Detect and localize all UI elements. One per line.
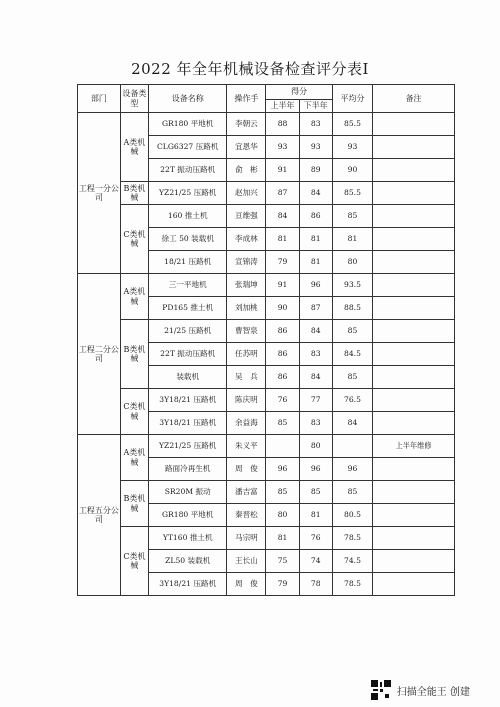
table-row — [78, 389, 455, 412]
second-half-score-cell: 93 — [299, 136, 332, 159]
score-table — [77, 84, 455, 596]
note-cell — [373, 573, 455, 596]
department-name: 工程二分公司 — [78, 274, 121, 435]
table-row — [78, 435, 455, 458]
note-cell — [373, 182, 455, 205]
operator-cell: 任苏明 — [227, 343, 266, 366]
average-score-cell: 81 — [332, 228, 372, 251]
second-half-score-cell: 83 — [299, 343, 332, 366]
table-row — [78, 113, 455, 136]
average-score-cell: 85.5 — [332, 113, 372, 136]
first-half-score-cell: 93 — [266, 136, 299, 159]
second-half-score-cell: 81 — [299, 504, 332, 527]
note-cell — [373, 159, 455, 182]
second-half-score-cell: 77 — [299, 389, 332, 412]
second-half-score-cell: 78 — [299, 573, 332, 596]
operator-cell: 张瑞坤 — [227, 274, 266, 297]
equipment-name-cell: ZL50 装载机 — [149, 550, 227, 573]
equipment-name-cell: CLG6327 压路机 — [149, 136, 227, 159]
average-score-cell: 80 — [332, 251, 372, 274]
note-cell — [373, 205, 455, 228]
second-half-score-cell: 86 — [299, 205, 332, 228]
average-score-cell: 85 — [332, 320, 372, 343]
table-row — [78, 205, 455, 228]
note-cell — [373, 297, 455, 320]
second-half-score-cell: 84 — [299, 366, 332, 389]
second-half-score-cell: 81 — [299, 251, 332, 274]
header-name: 设备名称 — [149, 85, 227, 113]
average-score-cell — [332, 435, 372, 458]
note-cell — [373, 136, 455, 159]
second-half-score-cell: 81 — [299, 228, 332, 251]
first-half-score-cell: 86 — [266, 366, 299, 389]
second-half-score-cell: 80 — [299, 435, 332, 458]
first-half-score-cell: 81 — [266, 527, 299, 550]
first-half-score-cell: 85 — [266, 481, 299, 504]
table-row — [78, 527, 455, 550]
operator-cell: 马宗明 — [227, 527, 266, 550]
equipment-name-cell: GR180 平地机 — [149, 504, 227, 527]
second-half-score-cell: 76 — [299, 527, 332, 550]
average-score-cell: 85 — [332, 205, 372, 228]
equipment-name-cell: 徐工 50 装载机 — [149, 228, 227, 251]
average-score-cell: 85.5 — [332, 182, 372, 205]
average-score-cell: 84.5 — [332, 343, 372, 366]
second-half-score-cell: 74 — [299, 550, 332, 573]
first-half-score-cell: 91 — [266, 274, 299, 297]
average-score-cell: 93 — [332, 136, 372, 159]
header-second-half: 下半年 — [299, 100, 332, 113]
equipment-name-cell: YZ21/25 压路机 — [149, 435, 227, 458]
average-score-cell: 84 — [332, 412, 372, 435]
note-cell — [373, 550, 455, 573]
equipment-name-cell: 18/21 压路机 — [149, 251, 227, 274]
operator-cell: 李成林 — [227, 228, 266, 251]
header-type: 设备类型 — [120, 85, 148, 113]
first-half-score-cell: 79 — [266, 573, 299, 596]
equipment-name-cell: SR20M 振动 — [149, 481, 227, 504]
first-half-score-cell: 76 — [266, 389, 299, 412]
equipment-name-cell: 装载机 — [149, 366, 227, 389]
equipment-type: B类机械 — [120, 481, 148, 527]
first-half-score-cell — [266, 435, 299, 458]
equipment-name-cell: PD165 推土机 — [149, 297, 227, 320]
equipment-type: A类机械 — [120, 113, 148, 182]
operator-cell: 俞 彬 — [227, 159, 266, 182]
equipment-name-cell: 3Y18/21 压路机 — [149, 412, 227, 435]
first-half-score-cell: 75 — [266, 550, 299, 573]
table-row — [78, 182, 455, 205]
average-score-cell: 85 — [332, 366, 372, 389]
operator-cell: 曹智泉 — [227, 320, 266, 343]
header-average: 平均分 — [332, 85, 372, 113]
equipment-name-cell: 160 推土机 — [149, 205, 227, 228]
note-cell — [373, 274, 455, 297]
second-half-score-cell: 87 — [299, 297, 332, 320]
equipment-name-cell: YT160 推土机 — [149, 527, 227, 550]
average-score-cell: 93.5 — [332, 274, 372, 297]
note-cell — [373, 458, 455, 481]
second-half-score-cell: 84 — [299, 182, 332, 205]
equipment-type: C类机械 — [120, 389, 148, 435]
average-score-cell: 96 — [332, 458, 372, 481]
operator-cell: 吴 兵 — [227, 366, 266, 389]
header-note: 备注 — [373, 85, 455, 113]
scanner-watermark — [371, 680, 470, 700]
equipment-type: B类机械 — [120, 320, 148, 389]
note-cell: 上半年维修 — [373, 435, 455, 458]
first-half-score-cell: 85 — [266, 412, 299, 435]
equipment-name-cell: 21/25 压路机 — [149, 320, 227, 343]
second-half-score-cell: 89 — [299, 159, 332, 182]
operator-cell: 余益海 — [227, 412, 266, 435]
watermark-text: 扫描全能王 创建 — [396, 686, 470, 698]
second-half-score-cell: 96 — [299, 458, 332, 481]
average-score-cell: 88.5 — [332, 297, 372, 320]
average-score-cell: 78.5 — [332, 573, 372, 596]
second-half-score-cell: 85 — [299, 481, 332, 504]
operator-cell: 王长山 — [227, 550, 266, 573]
equipment-name-cell: GR180 平地机 — [149, 113, 227, 136]
operator-cell: 陈庆明 — [227, 389, 266, 412]
note-cell — [373, 343, 455, 366]
operator-cell: 赵加兴 — [227, 182, 266, 205]
note-cell — [373, 527, 455, 550]
operator-cell: 宜恩华 — [227, 136, 266, 159]
operator-cell: 朱义平 — [227, 435, 266, 458]
average-score-cell: 78.5 — [332, 527, 372, 550]
second-half-score-cell: 84 — [299, 320, 332, 343]
second-half-score-cell: 96 — [299, 274, 332, 297]
first-half-score-cell: 81 — [266, 228, 299, 251]
first-half-score-cell: 79 — [266, 251, 299, 274]
first-half-score-cell: 96 — [266, 458, 299, 481]
first-half-score-cell: 88 — [266, 113, 299, 136]
first-half-score-cell: 86 — [266, 320, 299, 343]
operator-cell: 宣锦涛 — [227, 251, 266, 274]
header-operator: 操作手 — [227, 85, 266, 113]
note-cell — [373, 113, 455, 136]
equipment-type: C类机械 — [120, 205, 148, 274]
equipment-type: A类机械 — [120, 435, 148, 481]
equipment-name-cell: YZ21/25 压路机 — [149, 182, 227, 205]
equipment-name-cell: 3Y18/21 压路机 — [149, 573, 227, 596]
operator-cell: 秦晋松 — [227, 504, 266, 527]
note-cell — [373, 389, 455, 412]
operator-cell: 刘加桃 — [227, 297, 266, 320]
equipment-type: C类机械 — [120, 527, 148, 596]
operator-cell: 亘维强 — [227, 205, 266, 228]
note-cell — [373, 366, 455, 389]
equipment-name-cell: 22T 振动压路机 — [149, 343, 227, 366]
equipment-name-cell: 3Y18/21 压路机 — [149, 389, 227, 412]
note-cell — [373, 251, 455, 274]
equipment-name-cell: 22T 振动压路机 — [149, 159, 227, 182]
operator-cell: 李朝云 — [227, 113, 266, 136]
equipment-type: A类机械 — [120, 274, 148, 320]
first-half-score-cell: 87 — [266, 182, 299, 205]
first-half-score-cell: 80 — [266, 504, 299, 527]
table-row — [78, 274, 455, 297]
header-score: 得分 — [266, 85, 332, 100]
note-cell — [373, 320, 455, 343]
note-cell — [373, 481, 455, 504]
operator-cell: 周 俊 — [227, 458, 266, 481]
note-cell — [373, 504, 455, 527]
note-cell — [373, 228, 455, 251]
table-row — [78, 481, 455, 504]
table-row — [78, 320, 455, 343]
equipment-name-cell: 路面冷再生机 — [149, 458, 227, 481]
average-score-cell: 74.5 — [332, 550, 372, 573]
average-score-cell: 90 — [332, 159, 372, 182]
page-title: 2022 年全年机械设备检查评分表Ⅰ — [131, 60, 369, 78]
first-half-score-cell: 84 — [266, 205, 299, 228]
second-half-score-cell: 83 — [299, 113, 332, 136]
note-cell — [373, 412, 455, 435]
department-name: 工程一分公司 — [78, 113, 121, 274]
header-dept: 部门 — [78, 85, 121, 113]
first-half-score-cell: 86 — [266, 343, 299, 366]
operator-cell: 周 俊 — [227, 573, 266, 596]
first-half-score-cell: 91 — [266, 159, 299, 182]
average-score-cell: 76.5 — [332, 389, 372, 412]
first-half-score-cell: 90 — [266, 297, 299, 320]
department-name: 工程五分公司 — [78, 435, 121, 596]
average-score-cell: 85 — [332, 481, 372, 504]
table-body — [78, 113, 455, 596]
operator-cell: 潘吉富 — [227, 481, 266, 504]
average-score-cell: 80.5 — [332, 504, 372, 527]
equipment-name-cell: 三一平地机 — [149, 274, 227, 297]
header-first-half: 上半年 — [266, 100, 299, 113]
second-half-score-cell: 83 — [299, 412, 332, 435]
equipment-type: B类机械 — [120, 182, 148, 205]
qr-code-icon — [371, 680, 391, 700]
